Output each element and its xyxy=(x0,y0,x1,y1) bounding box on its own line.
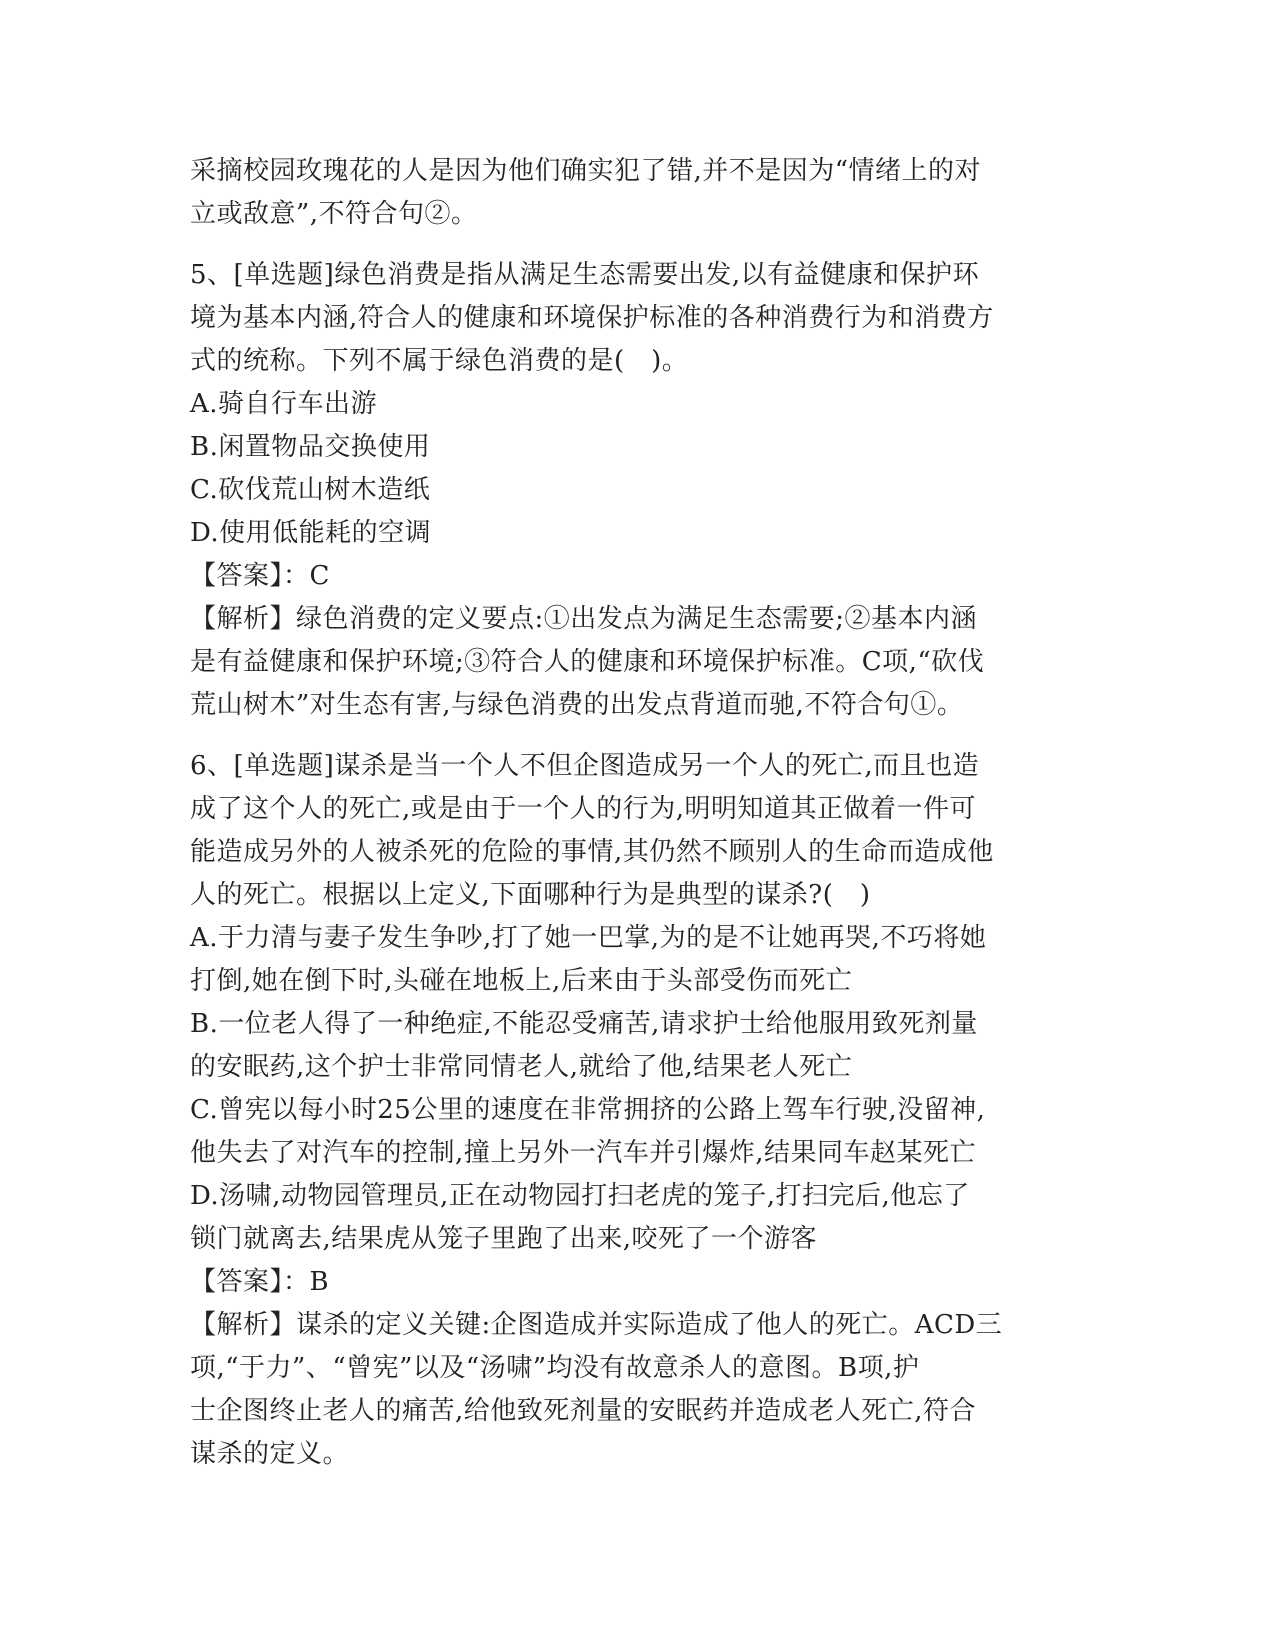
document-page xyxy=(190,150,1085,1476)
option-b-line: B.一位老人得了一种绝症,不能忍受痛苦,请求护士给他服用致死剂量 xyxy=(190,1009,978,1039)
analysis-line: 士企图终止老人的痛苦,给他致死剂量的安眠药并造成老人死亡,符合 xyxy=(190,1396,977,1426)
analysis-line: 谋杀的定义。 xyxy=(190,1439,350,1469)
analysis-line: 项,“于力”、“曾宪”以及“汤啸”均没有故意杀人的意图。B项,护 xyxy=(190,1353,920,1383)
analysis-line: 【解析】绿色消费的定义要点:①出发点为满足生态需要;②基本内涵 xyxy=(190,604,978,634)
option-d-line: 锁门就离去,结果虎从笼子里跑了出来,咬死了一个游客 xyxy=(190,1224,818,1254)
option-a-line: 打倒,她在倒下时,头碰在地板上,后来由于头部受伤而死亡 xyxy=(190,966,853,996)
option-b-line: 的安眠药,这个护士非常同情老人,就给了他,结果老人死亡 xyxy=(190,1052,853,1082)
question-6 xyxy=(190,745,1085,1476)
question-stem-line: 境为基本内涵,符合人的健康和环境保护标准的各种消费行为和消费方 xyxy=(190,303,994,333)
question-stem-line: 式的统称。下列不属于绿色消费的是( )。 xyxy=(190,346,689,376)
analysis-line: 是有益健康和保护环境;③符合人的健康和环境保护标准。C项,“砍伐 xyxy=(190,647,985,677)
paragraph-gap xyxy=(190,727,1085,745)
option-d-line: D.汤啸,动物园管理员,正在动物园打扫老虎的笼子,打扫完后,他忘了 xyxy=(190,1181,970,1211)
text-line: 采摘校园玫瑰花的人是因为他们确实犯了错,并不是因为“情绪上的对 xyxy=(190,156,982,186)
option-d: D.使用低能耗的空调 xyxy=(190,518,432,548)
intro-analysis-continuation xyxy=(190,150,1085,236)
option-a: A.骑自行车出游 xyxy=(190,389,378,419)
question-stem-line: 成了这个人的死亡,或是由于一个人的行为,明明知道其正做着一件可 xyxy=(190,794,977,824)
question-stem-line: 人的死亡。根据以上定义,下面哪种行为是典型的谋杀?( ) xyxy=(190,880,871,910)
option-c: C.砍伐荒山树木造纸 xyxy=(190,475,431,505)
text-line: 立或敌意”,不符合句②。 xyxy=(190,199,478,229)
question-stem-line: 5、[单选题]绿色消费是指从满足生态需要出发,以有益健康和保护环 xyxy=(190,260,980,290)
question-stem-line: 6、[单选题]谋杀是当一个人不但企图造成另一个人的死亡,而且也造 xyxy=(190,751,980,781)
answer-line: 【答案】：B xyxy=(190,1267,330,1297)
option-a-line: A.于力清与妻子发生争吵,打了她一巴掌,为的是不让她再哭,不巧将她 xyxy=(190,923,987,953)
answer-line: 【答案】：C xyxy=(190,561,330,591)
analysis-line: 荒山树木”对生态有害,与绿色消费的出发点背道而驰,不符合句①。 xyxy=(190,690,964,720)
option-c-line: 他失去了对汽车的控制,撞上另外一汽车并引爆炸,结果同车赵某死亡 xyxy=(190,1138,977,1168)
option-b: B.闲置物品交换使用 xyxy=(190,432,431,462)
question-stem-line: 能造成另外的人被杀死的危险的事情,其仍然不顾别人的生命而造成他 xyxy=(190,837,994,867)
question-5 xyxy=(190,254,1085,727)
option-c-line: C.曾宪以每小时25公里的速度在非常拥挤的公路上驾车行驶,没留神, xyxy=(190,1095,986,1125)
paragraph-gap xyxy=(190,236,1085,254)
analysis-line: 【解析】谋杀的定义关键:企图造成并实际造成了他人的死亡。ACD三 xyxy=(190,1310,1003,1340)
